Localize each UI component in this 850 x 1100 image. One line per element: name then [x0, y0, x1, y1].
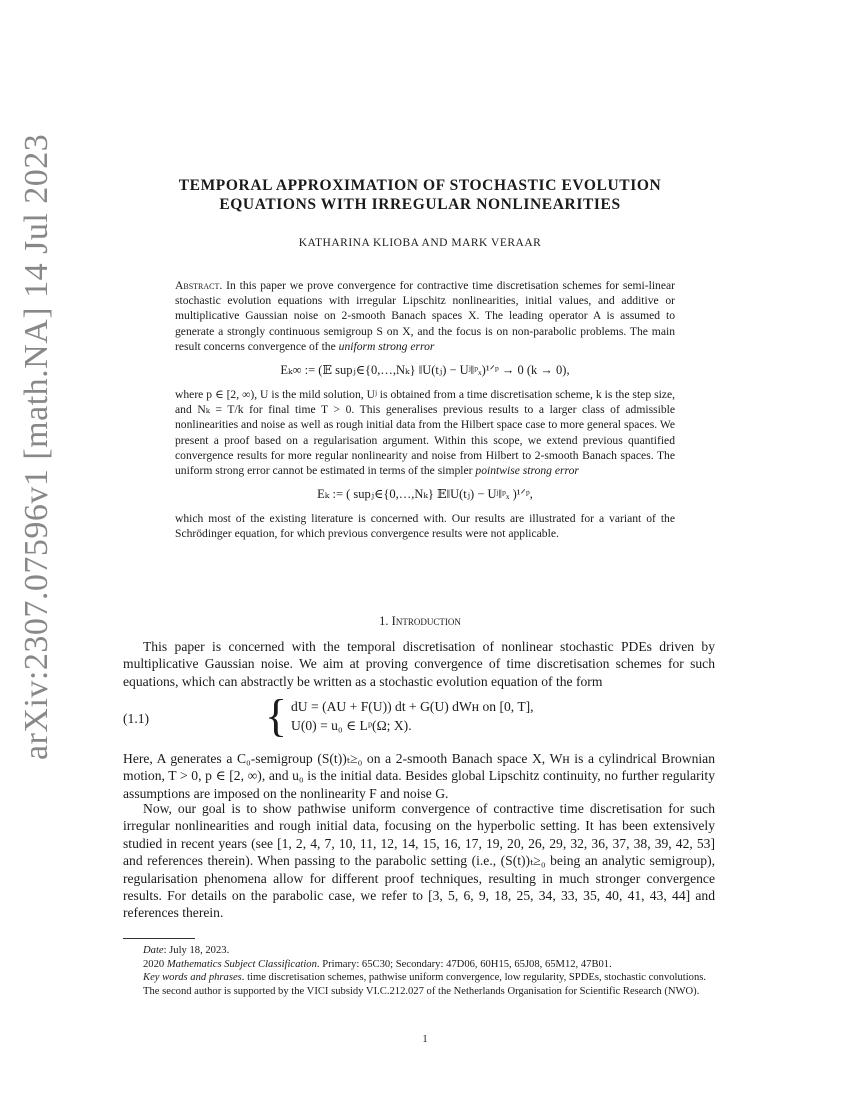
title-line-2: EQUATIONS WITH IRREGULAR NONLINEARITIES: [219, 196, 621, 213]
abstract-text-1: In this paper we prove convergence for contractive time discretisation schemes for semi-linear stochastic evolution equations with irregular Lipschitz nonlinearities, initial values, and additive or multiplicative Gaussian noise on 2-smooth Banach spaces X. The leading operator A is assumed to generate a strongly continuous semigroup S on X, and the focus is on non-parabolic problems. The main result concerns convergence of the: [175, 279, 675, 353]
paragraph-2-text: Here, A generates a C₀-semigroup (S(t))ₜ≥₀ on a 2-smooth Banach space X, Wʜ is a cylindrical Brownian motion, T > 0, p ∈ [2, ∞), and u₀ is the initial data. Besides global Lipschitz continuity, no further regularity assumptions are imposed on the nonlinearity F and noise G.: [123, 751, 715, 801]
equation-line-1: dU = (AU + F(U)) dt + G(U) dWʜ on [0, T],: [291, 699, 534, 714]
footnote-date: [123, 944, 715, 958]
footnote-msc: [123, 958, 715, 972]
footnote-rule: [123, 938, 195, 939]
paragraph-2: [123, 750, 715, 802]
keywords-label: Key words and phrases: [143, 972, 242, 984]
paper-title: [120, 176, 720, 214]
msc-prefix: 2020: [143, 958, 167, 970]
abstract-emphasis-1: uniform strong error: [338, 339, 435, 353]
abstract-text-2: where p ∈ [2, ∞), U is the mild solution, Uʲ is obtained from a time discretisation scheme, k is the step size, and Nₖ = T/k for final time T > 0. This generalises previous results to a larger class of admissible nonlinearities and noise as well as rough initial data from the Hilbert space case to more general spaces. We present a proof based on a regularisation argument. Within this scope, we extend previous quantified convergence results for more regular nonlinearity and noise from Hilbert to 2-smooth Banach spaces. The uniform strong error cannot be estimated in terms of the simpler: [175, 388, 675, 478]
equation-1-1: [123, 690, 715, 741]
footnote-funding: The second author is supported by the VICI subsidy VI.C.212.027 of the Netherlands Organisation for Scientific Research (NWO).: [143, 985, 700, 997]
section-heading: 1. Introduction: [379, 614, 461, 628]
authors: KATHARINA KLIOBA AND MARK VERAAR: [298, 237, 542, 249]
msc-value: . Primary: 65C30; Secondary: 47D06, 60H15, 65J08, 65M12, 47B01.: [316, 958, 612, 970]
keywords-value: . time discretisation schemes, pathwise uniform convergence, low regularity, SPDEs, stochastic convolutions.: [241, 972, 707, 984]
msc-label: Mathematics Subject Classification: [166, 958, 317, 970]
footnotes: [123, 944, 715, 998]
paragraph-3: [123, 800, 715, 922]
abstract-emphasis-2: pointwise strong error: [475, 464, 579, 478]
equation-line-2: U(0) = u₀ ∈ Lᵖ(Ω; X).: [291, 718, 412, 733]
arxiv-stamp: arXiv:2307.07596v1 [math.NA] 14 Jul 2023: [18, 133, 55, 760]
page-number: 1: [422, 1034, 428, 1045]
date-value: : July 18, 2023.: [163, 945, 230, 956]
pointwise-strong-error-equation: Eₖ := ( supⱼ∈{0,…,Nₖ} 𝔼‖U(tⱼ) − Uʲ‖ᵖₓ )¹ᐟᵖ,: [317, 487, 533, 502]
title-line-1: TEMPORAL APPROXIMATION OF STOCHASTIC EVOLUTION: [178, 177, 662, 194]
abstract: [175, 278, 675, 542]
abstract-text-3: which most of the existing literature is concerned with. Our results are illustrated for a variant of the Schrödinger equation, for which previous convergence results were not applicable.: [175, 512, 675, 541]
date-label: Date: [143, 945, 164, 956]
left-brace: {: [265, 690, 288, 741]
footnote-keywords: [123, 971, 715, 985]
equation-label: (1.1): [123, 711, 150, 726]
abstract-label: Abstract.: [175, 279, 223, 292]
paragraph-1: [123, 638, 715, 690]
paragraph-3-text: Now, our goal is to show pathwise uniform convergence of contractive time discretisation for such irregular nonlinearities and rough initial data, focusing on the hyperbolic setting. It has been extensively studied in recent years (see [1, 2, 4, 7, 10, 11, 12, 14, 15, 16, 17, 19, 20, 26, 29, 32, 36, 37, 38, 39, 42, 53] and references therein). When passing to the parabolic setting (i.e., (S(t))ₜ≥₀ being an analytic semigroup), regularisation phenomena allow for different proof techniques, resulting in much stronger convergence results. For details on the parabolic case, we refer to [3, 5, 6, 9, 18, 25, 34, 33, 35, 40, 41, 43, 44] and references therein.: [123, 801, 715, 921]
paragraph-1-text: This paper is concerned with the temporal discretisation of nonlinear stochastic PDEs driven by multiplicative Gaussian noise. We aim at proving convergence of time discretisation schemes for such equations, which can abstractly be written as a stochastic evolution equation of the form: [123, 639, 715, 689]
uniform-strong-error-equation: Eₖ∞ := (𝔼 supⱼ∈{0,…,Nₖ} ‖U(tⱼ) − Uʲ‖ᵖₓ)¹ᐟᵖ → 0 (k → 0),: [280, 363, 570, 378]
